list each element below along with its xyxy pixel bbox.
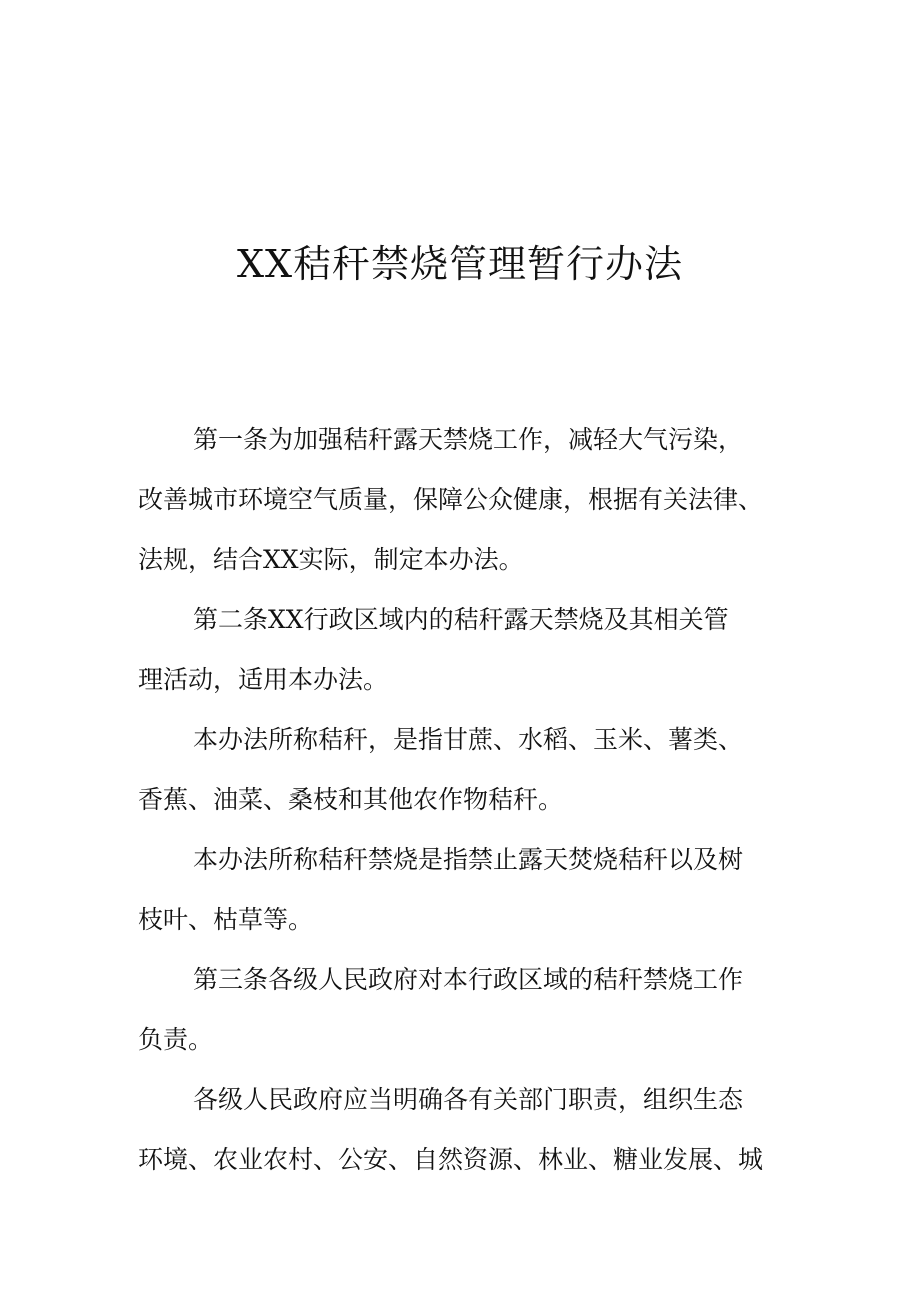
document-title: XX秸秆禁烧管理暂行办法 <box>236 242 684 286</box>
paragraph-article-1 <box>138 410 800 590</box>
paragraph-line: 环境、农业农村、公安、自然资源、林业、糖业发展、城 <box>138 1145 764 1174</box>
paragraph-line: 第一条为加强秸秆露天禁烧工作，减轻大气污染， <box>193 425 744 454</box>
paragraph-line: 本办法所称秸秆禁烧是指禁止露天焚烧秸秆以及树 <box>193 845 744 874</box>
paragraph-line: 本办法所称秸秆，是指甘蔗、水稻、玉米、薯类、 <box>193 725 744 754</box>
paragraph-line: 香蕉、油菜、桑枝和其他农作物秸秆。 <box>138 785 564 814</box>
paragraph-definition-ban <box>138 830 800 950</box>
paragraph-line: 负责。 <box>138 1025 214 1054</box>
paragraph-article-2 <box>138 590 800 710</box>
paragraph-article-3 <box>138 950 800 1070</box>
paragraph-definition-straw <box>138 710 800 830</box>
paragraph-line: 枝叶、枯草等。 <box>138 905 314 934</box>
paragraph-line: 法规，结合XX实际，制定本办法。 <box>138 545 524 574</box>
paragraph-line: 理活动，适用本办法。 <box>138 665 389 694</box>
paragraph-line: 改善城市环境空气质量，保障公众健康，根据有关法律、 <box>138 485 764 514</box>
document-body <box>138 410 800 1190</box>
paragraph-line: 各级人民政府应当明确各有关部门职责，组织生态 <box>193 1085 744 1114</box>
paragraph-government-duties <box>138 1070 800 1190</box>
paragraph-line: 第二条XX行政区域内的秸秆露天禁烧及其相关管 <box>193 605 729 634</box>
paragraph-line: 第三条各级人民政府对本行政区域的秸秆禁烧工作 <box>193 965 744 994</box>
